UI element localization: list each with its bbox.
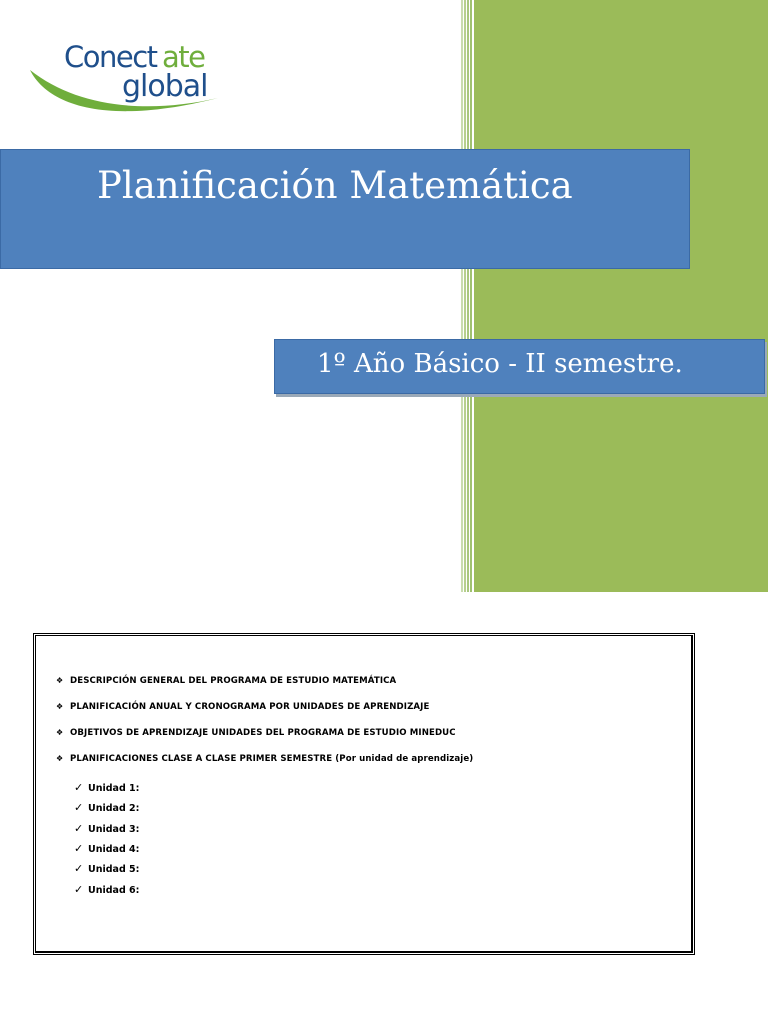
unit-label: Unidad 2:: [88, 803, 140, 814]
unit-label: Unidad 5:: [88, 864, 140, 875]
decorative-stripe: [467, 0, 469, 592]
unit-label: Unidad 1:: [88, 783, 140, 794]
unit-label: Unidad 6:: [88, 885, 140, 896]
unit-item: [74, 862, 139, 875]
logo-text-ate: ate: [162, 40, 205, 74]
diamond-bullet-icon: ❖: [56, 754, 64, 763]
checkmark-icon: ✓: [74, 781, 84, 794]
decorative-stripe: [470, 0, 472, 592]
subtitle-banner: [274, 339, 765, 394]
unit-label: Unidad 4:: [88, 844, 140, 855]
checkmark-icon: ✓: [74, 822, 84, 835]
checkmark-icon: ✓: [74, 883, 84, 896]
list-item: [56, 702, 429, 712]
unit-label: Unidad 3:: [88, 824, 140, 835]
list-item-label: DESCRIPCIÓN GENERAL DEL PROGRAMA DE ESTUDIO MATEMÁTICA: [70, 676, 397, 686]
unit-item: [74, 842, 139, 855]
list-item: [56, 676, 396, 686]
checkmark-icon: ✓: [74, 801, 84, 814]
list-item: [56, 754, 473, 764]
page-subtitle: 1º Año Básico - II semestre.: [317, 349, 683, 379]
list-item-label: PLANIFICACIONES CLASE A CLASE PRIMER SEMESTRE (Por unidad de aprendizaje): [70, 754, 474, 764]
contents-box: [33, 633, 695, 955]
logo-text-global: global: [122, 69, 208, 104]
checkmark-icon: ✓: [74, 862, 84, 875]
decorative-stripe: [464, 0, 466, 592]
diamond-bullet-icon: ❖: [56, 728, 64, 737]
list-item-label: PLANIFICACIÓN ANUAL Y CRONOGRAMA POR UNIDADES DE APRENDIZAJE: [70, 702, 430, 712]
list-item: [56, 728, 456, 738]
logo-text-conect: Conect: [64, 40, 157, 74]
page-title: Planificación Matemática: [97, 164, 573, 207]
unit-item: [74, 822, 139, 835]
unit-item: [74, 801, 139, 814]
green-side-band: [474, 0, 768, 592]
unit-item: [74, 883, 139, 896]
decorative-stripe: [461, 0, 463, 592]
unit-item: [74, 781, 139, 794]
list-item-label: OBJETIVOS DE APRENDIZAJE UNIDADES DEL PROGRAMA DE ESTUDIO MINEDUC: [70, 728, 456, 738]
conectate-global-logo: [28, 36, 228, 124]
diamond-bullet-icon: ❖: [56, 676, 64, 685]
checkmark-icon: ✓: [74, 842, 84, 855]
title-banner: [0, 149, 690, 269]
diamond-bullet-icon: ❖: [56, 702, 64, 711]
